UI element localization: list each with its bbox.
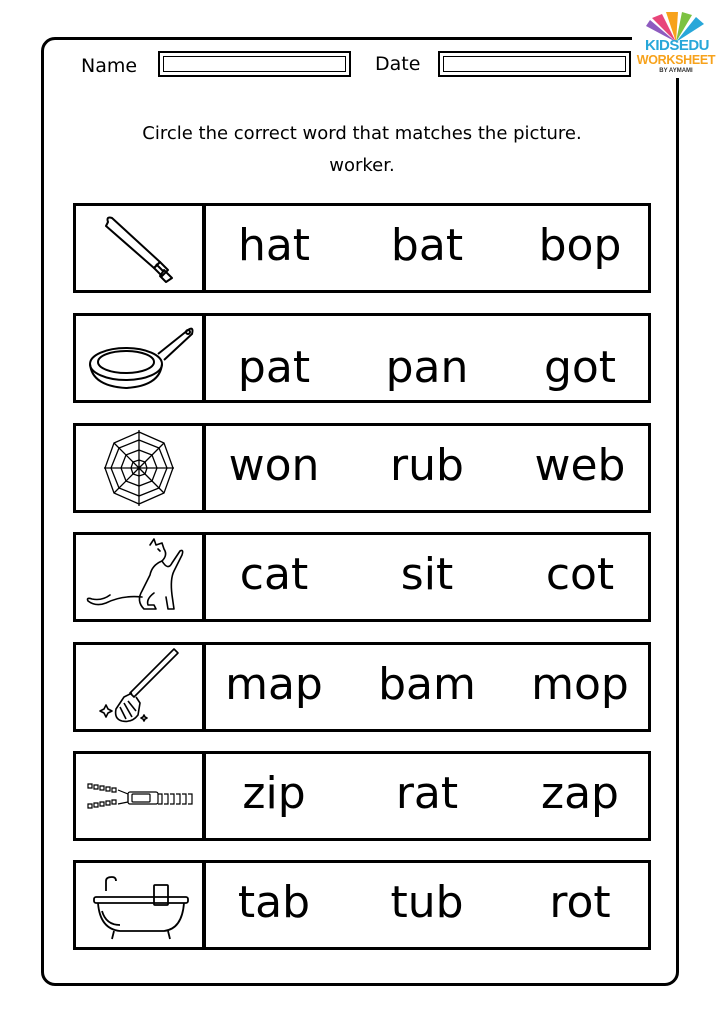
question-row-3 — [73, 423, 651, 513]
word-option[interactable]: zap — [541, 768, 619, 819]
name-label: Name — [81, 55, 138, 77]
question-row-1 — [73, 203, 651, 293]
logo-text-byline: BY AYMAMI — [659, 68, 693, 74]
question-row-5 — [73, 642, 651, 732]
question-row-7 — [73, 860, 651, 950]
word-option[interactable]: hat — [237, 220, 311, 271]
picture-cell — [76, 426, 206, 510]
word-option[interactable]: map — [225, 659, 323, 710]
date-field[interactable] — [438, 51, 631, 77]
word-option[interactable]: bat — [390, 220, 464, 271]
logo-text-kidsedu: KIDSEDU — [644, 37, 709, 54]
bat-icon — [76, 206, 202, 290]
bathtub-icon — [76, 863, 202, 947]
mop-icon — [76, 645, 202, 729]
question-row-2 — [73, 313, 651, 403]
word-option[interactable]: rat — [395, 768, 459, 819]
word-option[interactable]: pan — [385, 342, 469, 393]
picture-cell — [76, 863, 206, 947]
picture-cell — [76, 754, 206, 838]
word-option[interactable]: cat — [239, 549, 309, 600]
picture-cell — [76, 206, 206, 290]
question-row-6 — [73, 751, 651, 841]
zipper-icon — [76, 754, 202, 838]
pan-icon — [76, 316, 202, 400]
word-option[interactable]: tab — [237, 877, 311, 928]
picture-cell — [76, 645, 206, 729]
picture-cell — [76, 535, 206, 619]
word-option[interactable]: tub — [390, 877, 464, 928]
web-icon — [76, 426, 202, 510]
word-option[interactable]: web — [534, 440, 626, 491]
cat-icon — [76, 535, 202, 619]
word-option[interactable]: bop — [538, 220, 622, 271]
word-option[interactable]: pat — [237, 342, 311, 393]
picture-cell — [76, 316, 206, 400]
word-option[interactable]: mop — [531, 659, 629, 710]
word-option[interactable]: bam — [378, 659, 476, 710]
date-label: Date — [375, 53, 421, 75]
word-option[interactable]: cot — [545, 549, 615, 600]
word-option[interactable]: rub — [390, 440, 464, 491]
word-option[interactable]: rot — [549, 877, 611, 928]
word-option[interactable]: sit — [400, 549, 454, 600]
logo-text-worksheet: WORKSHEET — [636, 53, 716, 67]
word-option[interactable]: won — [228, 440, 320, 491]
instruction-line-1: Circle the correct word that matches the picture. — [142, 123, 582, 144]
brand-logo — [632, 12, 720, 78]
question-row-4 — [73, 532, 651, 622]
instruction-line-2: worker. — [329, 155, 395, 176]
word-option[interactable]: zip — [242, 768, 306, 819]
name-field[interactable] — [158, 51, 351, 77]
word-option[interactable]: got — [543, 342, 617, 393]
